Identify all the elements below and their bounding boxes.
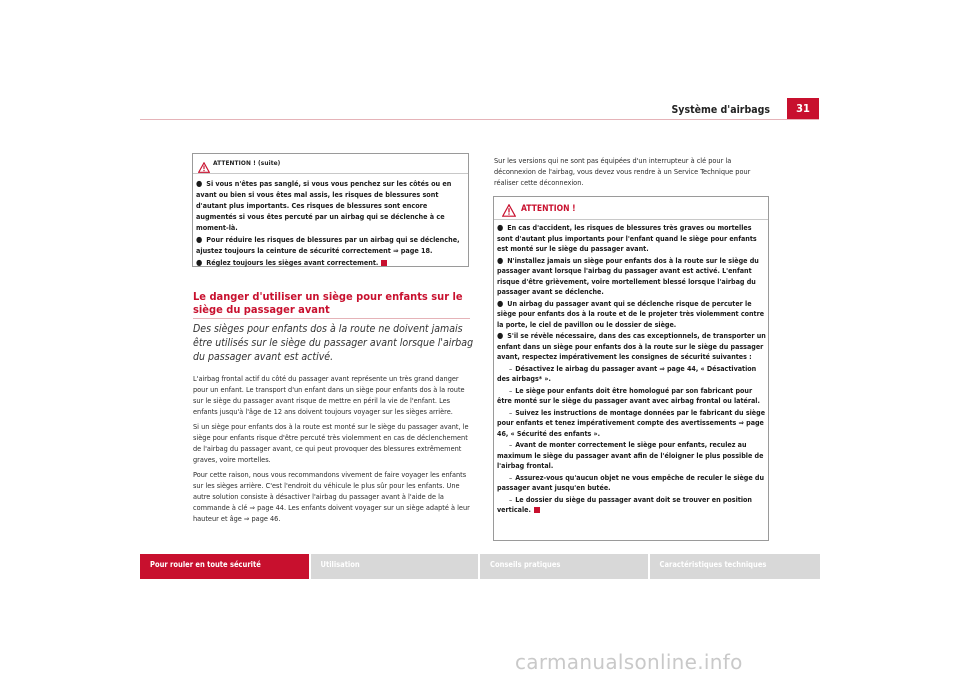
attention-sub-item <box>497 408 769 440</box>
section-body <box>193 373 474 528</box>
attention-sub-item <box>497 440 769 472</box>
warning-item-text: Réglez toujours les sièges avant correctement. <box>206 258 379 267</box>
bullet-icon: ● <box>196 235 203 244</box>
attention-sub-item-text: Désactivez le airbag du passager avant ⇒ page 44, « Désactivation des airbags* ». <box>497 363 757 383</box>
attention-sub-item-text: Le dossier du siège du passager avant doit se trouver en position verticale. <box>497 494 752 514</box>
dash-icon: – <box>509 407 513 417</box>
warning-box-header <box>193 154 468 174</box>
attention-box-label: ATTENTION ! <box>521 204 576 214</box>
attention-item-text: Un airbag du passager avant qui se déclenche risque de percuter le siège pour enfants dos à la route et de le projeter très violemment contre la porte, le ciel de pavillon ou le dossier de siège. <box>497 298 765 329</box>
warning-box-continued <box>192 153 469 267</box>
end-of-section-icon <box>534 507 540 513</box>
section-heading: Le danger d'utiliser un siège pour enfants sur le siège du passager avant <box>193 290 463 316</box>
warning-item <box>196 257 468 268</box>
dash-icon: – <box>509 494 513 504</box>
warning-triangle-icon <box>502 202 516 221</box>
dash-icon: – <box>509 363 513 373</box>
attention-sub-item-text: Le siège pour enfants doit être homologué par son fabricant pour être monté sur le siège du passager avant avec airbag frontal ou latéral. <box>497 385 760 405</box>
warning-box-label: ATTENTION ! (suite) <box>213 159 281 167</box>
watermark: carmanualsonline.info <box>515 650 743 674</box>
bullet-icon: ● <box>196 179 203 188</box>
attention-sub-item-text: Assurez-vous qu'aucun objet ne vous empêche de reculer le siège du passager avant jusqu'en butée. <box>497 472 765 492</box>
attention-item <box>497 331 769 363</box>
attention-item-text: N'installez jamais un siège pour enfants dos à la route sur le siège du passager avant lorsque l'airbag du passager avant est activé. L'enfant risque d'être grièvement, voire mortellement blessé lorsque l'airbag du passager avant se déclenche. <box>497 255 759 296</box>
body-paragraph: Si un siège pour enfants dos à la route est monté sur le siège du passager avant, le siège pour enfants risque d'être percuté très violemment en cas de déclenchement de l'airbag du passager avant, ce qui peut provoquer des blessures extrêmement graves, voire mortelles. <box>193 422 469 464</box>
dash-icon: – <box>509 472 513 482</box>
attention-item <box>497 256 769 298</box>
nav-tab-practical-tips[interactable]: Conseils pratiques <box>480 554 648 579</box>
section-subtitle: Des sièges pour enfants dos à la route ne doivent jamais être utilisés sur le siège du passager avant lorsque l'airbag du passager avant est activé. <box>193 323 474 363</box>
end-of-section-icon <box>381 260 387 266</box>
warning-triangle-icon <box>198 158 210 177</box>
attention-sub-item <box>497 473 769 494</box>
attention-sub-item-text: Suivez les instructions de montage données par le fabricant du siège pour enfants et tenez impérativement compte des avertissements ⇒ page 46, « Sécurité des enfants ». <box>497 407 766 438</box>
attention-sub-item <box>497 364 769 385</box>
bullet-icon: ● <box>196 258 203 267</box>
body-paragraph: L'airbag frontal actif du côté du passager avant représente un très grand danger pour un enfant. Le transport d'un enfant dans un siège pour enfants dos à la route sur le siège du passager avant risque de mettre en péril la vie de l'enfant. Les enfants jusqu'à l'âge de 12 ans doivent toujours voyager sur les sièges arrière. <box>193 374 465 416</box>
attention-sub-item <box>497 495 769 516</box>
warning-item-text: Pour réduire les risques de blessures par un airbag qui se déclenche, ajustez toujours la ceinture de sécurité correctement ⇒ page 18. <box>196 235 460 255</box>
warning-item-text: Si vous n'êtes pas sanglé, si vous vous penchez sur les côtés ou en avant ou bien si vous êtes mal assis, les risques de blessures sont d'autant plus importants. Ces risques de blessures sont encore augmentés si vous êtes percuté par un airbag qui se déclenche à ce moment-là. <box>196 179 452 232</box>
nav-tab-safety[interactable]: Pour rouler en toute sécurité <box>140 554 309 579</box>
attention-item <box>497 223 769 255</box>
bullet-icon: ● <box>497 298 504 308</box>
body-paragraph: Pour cette raison, nous vous recommandons vivement de faire voyager les enfants sur les sièges arrière. C'est l'endroit du véhicule le plus sûr pour les enfants. Une autre solution consiste à désactiver l'airbag du passager avant à l'aide de la commande à clé ⇒ page 44. Les enfants doivent voyager sur un siège adapté à leur hauteur et âge ⇒ page 46. <box>193 470 470 523</box>
attention-box <box>493 196 769 541</box>
attention-box-header <box>494 197 768 220</box>
attention-item <box>497 299 769 331</box>
attention-item-text: En cas d'accident, les risques de blessures très graves ou mortelles sont d'autant plus importants pour l'enfant quand le siège pour enfants est monté sur le siège du passager avant. <box>497 223 757 253</box>
attention-sub-item <box>497 386 769 407</box>
dash-icon: – <box>509 385 513 395</box>
bullet-icon: ● <box>497 331 504 340</box>
bullet-icon: ● <box>497 223 504 232</box>
bullet-icon: ● <box>497 255 504 265</box>
nav-tab-usage[interactable]: Utilisation <box>311 554 479 579</box>
warning-item <box>196 178 468 233</box>
section-divider <box>193 318 470 319</box>
right-intro-paragraph: Sur les versions qui ne sont pas équipées d'un interrupteur à clé pour la déconnexion de l'airbag, vous devez vous rendre à un Service Technique pour réaliser cette déconnexion. <box>494 156 751 187</box>
dash-icon: – <box>509 440 513 449</box>
header-divider <box>140 119 819 120</box>
page-header-title: Système d'airbags <box>671 104 770 116</box>
attention-item-text: S'il se révèle nécessaire, dans des cas exceptionnels, de transporter un enfant dans un siège pour enfants dos à la route sur le siège du passager avant, respectez impérativement les consignes de sécurité suivantes : <box>497 331 766 361</box>
warning-item <box>196 234 468 256</box>
nav-tab-technical-specs[interactable]: Caractéristiques techniques <box>650 554 821 579</box>
page-number: 31 <box>787 98 819 119</box>
chapter-nav-bar <box>140 554 820 579</box>
attention-sub-item-text: Avant de monter correctement le siège pour enfants, reculez au maximum le siège du passager avant afin de l'éloigner le plus possible de l'airbag frontal. <box>497 440 764 470</box>
